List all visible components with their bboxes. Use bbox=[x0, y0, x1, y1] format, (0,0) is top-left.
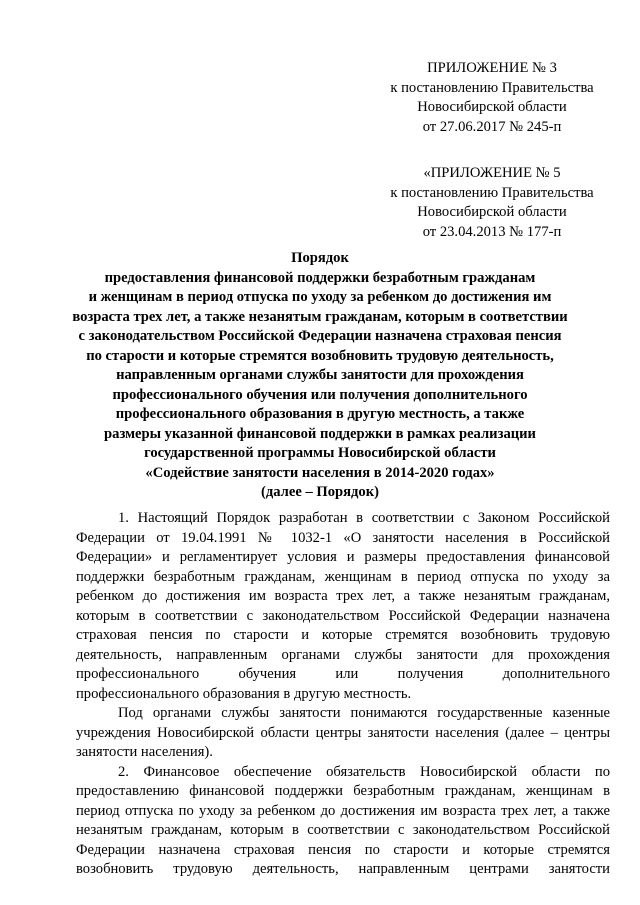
title-line: (далее – Порядок) bbox=[260, 484, 379, 500]
title-line: профессионального обучения или получения дополнительного bbox=[112, 386, 528, 403]
appendix-line: к постановлению Правительства bbox=[390, 79, 594, 96]
appendix-line: от 23.04.2013 № 177-п bbox=[422, 223, 562, 240]
title-line: размеры указанной финансовой поддержки в рамках реализации bbox=[104, 425, 536, 442]
text-line: незанятым гражданам, которым в соответствии с законодательством Российской bbox=[76, 822, 610, 838]
document-title bbox=[70, 249, 570, 503]
title-line: с законодательством Российской Федерации назначена страховая пенсия bbox=[78, 328, 562, 344]
title-line: Порядок bbox=[291, 250, 349, 266]
text-line: ребенком до достижения им возраста трех лет, а также незанятым гражданам, bbox=[76, 588, 610, 604]
appendix-title: ПРИЛОЖЕНИЕ № 3 bbox=[427, 60, 557, 76]
appendix-title: «ПРИЛОЖЕНИЕ № 5 bbox=[423, 165, 561, 181]
text-line: учреждения Новосибирской области центры занятости населения (далее – центры bbox=[76, 724, 610, 741]
text-line: Федерации назначена страховая пенсия по старости и которые стремятся bbox=[76, 841, 610, 858]
appendix-header-original bbox=[372, 164, 612, 242]
title-line: предоставления финансовой поддержки безработным гражданам bbox=[104, 269, 536, 286]
document-body bbox=[76, 509, 610, 880]
text-line: 2. Финансовое обеспечение обязательств Новосибирской области по bbox=[118, 763, 610, 780]
appendix-line: от 27.06.2017 № 245-п bbox=[422, 118, 562, 135]
text-line: возобновить трудовую деятельность, направленным центрами занятости bbox=[76, 861, 610, 877]
text-line: предоставлению финансовой поддержки безработным гражданам, женщинам в bbox=[76, 783, 610, 799]
title-line: по старости и которые стремятся возобновить трудовую деятельность, bbox=[86, 347, 554, 364]
appendix-line: Новосибирской области bbox=[417, 204, 567, 220]
text-line: профессионального образования в другую местность. bbox=[76, 685, 412, 702]
text-line: Под органами службы занятости понимаются государственные казенные bbox=[118, 705, 610, 721]
appendix-line: к постановлению Правительства bbox=[390, 184, 594, 201]
title-line: направленным органами службы занятости для прохождения bbox=[116, 367, 524, 383]
title-line: «Содействие занятости населения в 2014-2020 годах» bbox=[145, 464, 495, 481]
title-line: профессионального образования в другую местность, а также bbox=[115, 406, 525, 422]
text-line: которым в соответствии с законодательством Российской Федерации назначена bbox=[76, 607, 610, 624]
title-line: возраста трех лет, а также незанятым гражданам, которым в соответствии bbox=[72, 308, 568, 325]
text-line: Федерации» и регламентирует условия и размеры предоставления финансовой bbox=[76, 549, 610, 565]
text-line: Федерации от 19.04.1991 № 1032-1 «О занятости населения в Российской bbox=[76, 529, 610, 546]
paragraph-note bbox=[76, 704, 610, 763]
text-line: 1. Настоящий Порядок разработан в соответствии с Законом Российской bbox=[118, 510, 610, 526]
text-line: профессионального обучения или получения дополнительного bbox=[76, 666, 610, 682]
title-line: государственной программы Новосибирской области bbox=[144, 445, 496, 461]
text-line: занятости населения). bbox=[76, 744, 213, 760]
appendix-header-current bbox=[372, 59, 612, 137]
text-line: страховая пенсия по старости и которые стремятся возобновить трудовую bbox=[76, 627, 610, 643]
text-line: поддержки безработным гражданам, женщинам в период отпуска по уходу за bbox=[76, 568, 610, 585]
appendix-line: Новосибирской области bbox=[417, 99, 567, 115]
text-line: деятельность, направленным органами службы занятости для прохождения bbox=[76, 646, 610, 663]
paragraph-2 bbox=[76, 763, 610, 880]
text-line: период отпуска по уходу за ребенком до достижения им возраста трех лет, а также bbox=[76, 802, 610, 819]
paragraph-1 bbox=[76, 509, 610, 704]
title-line: и женщинам в период отпуска по уходу за ребенком до достижения им bbox=[88, 289, 552, 305]
